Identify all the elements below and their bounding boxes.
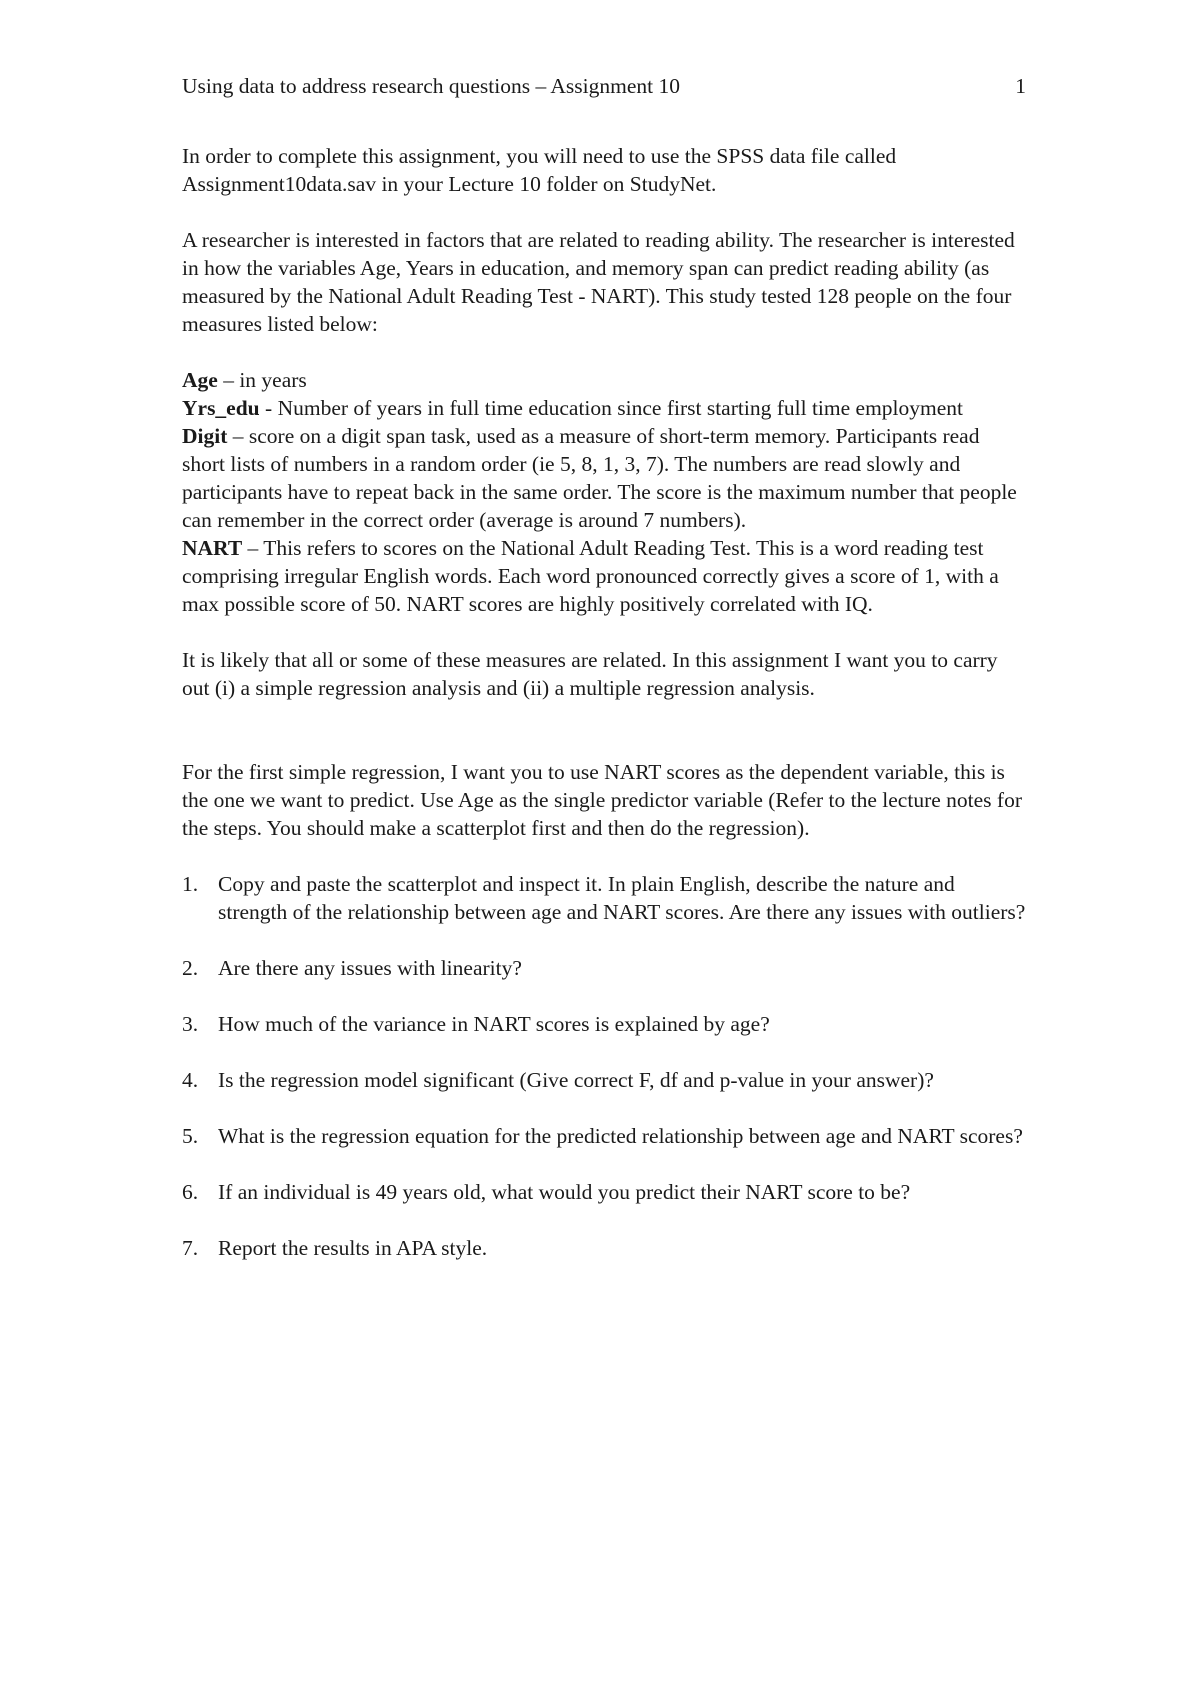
variable-description: – This refers to scores on the National Adult Reading Test. This is a word reading test comprising irregular English words. Each word pronounced correctly gives a score of 1, with a max possible score of 50. NART scores are highly positively correlated with IQ. [182,536,999,616]
question-item [182,954,1026,982]
variable-description: - Number of years in full time education since first starting full time employment [259,396,964,420]
background-paragraph: A researcher is interested in factors that are related to reading ability. The researcher is interested in how the variables Age, Years in education, and memory span can predict reading ability (as measured by the National Adult Reading Test - NART). This study tested 128 people on the four measures listed below: [182,228,1015,336]
variable-definition [182,366,1026,394]
header-title: Using data to address research questions – Assignment 10 [182,74,680,98]
question-text: Report the results in APA style. [218,1236,488,1260]
question-item [182,1122,1026,1150]
variable-term: Age [182,368,218,392]
document-page [182,72,1026,1290]
variable-description: – in years [217,368,307,392]
question-text: What is the regression equation for the predicted relationship between age and NART scores? [218,1124,1023,1148]
variable-definition [182,534,1026,618]
variable-term: Yrs_edu [182,396,260,420]
question-item [182,1178,1026,1206]
question-text: Are there any issues with linearity? [218,956,522,980]
variable-definition [182,394,1026,422]
variable-term: NART [182,536,243,560]
question-text: How much of the variance in NART scores is explained by age? [218,1012,770,1036]
question-text: Is the regression model significant (Give correct F, df and p-value in your answer)? [218,1068,934,1092]
variable-description: – score on a digit span task, used as a measure of short-term memory. Participants read short lists of numbers in a random order (ie 5, 8, 1, 3, 7). The numbers are read slowly and participants have to repeat back in the same order. The score is the maximum number that people can remember in the correct order (average is around 7 numbers). [182,424,1017,532]
question-item [182,1010,1026,1038]
question-text: Copy and paste the scatterplot and inspect it. In plain English, describe the nature and strength of the relationship between age and NART scores. Are there any issues with outliers? [218,872,1026,924]
question-number: 1. [182,872,199,896]
question-number: 2. [182,956,199,980]
question-list [182,870,1026,1262]
page-header [182,72,1026,100]
task-overview-paragraph: It is likely that all or some of these measures are related. In this assignment I want you to carry out (i) a simple regression analysis and (ii) a multiple regression analysis. [182,648,998,700]
question-item [182,1234,1026,1262]
question-number: 6. [182,1180,199,1204]
variable-definitions [182,366,1026,618]
question-item [182,1066,1026,1094]
question-text: If an individual is 49 years old, what would you predict their NART score to be? [218,1180,911,1204]
intro-paragraph: In order to complete this assignment, you will need to use the SPSS data file called Assignment10data.sav in your Lecture 10 folder on StudyNet. [182,144,897,196]
variable-definition [182,422,1026,534]
question-number: 3. [182,1012,199,1036]
question-number: 7. [182,1236,199,1260]
page-number: 1 [1015,74,1026,98]
question-number: 5. [182,1124,199,1148]
question-item [182,870,1026,926]
question-number: 4. [182,1068,199,1092]
simple-regression-intro: For the first simple regression, I want you to use NART scores as the dependent variable, this is the one we want to predict. Use Age as the single predictor variable (Refer to the lecture notes for the steps. You should make a scatterplot first and then do the regression). [182,760,1022,840]
variable-term: Digit [182,424,228,448]
